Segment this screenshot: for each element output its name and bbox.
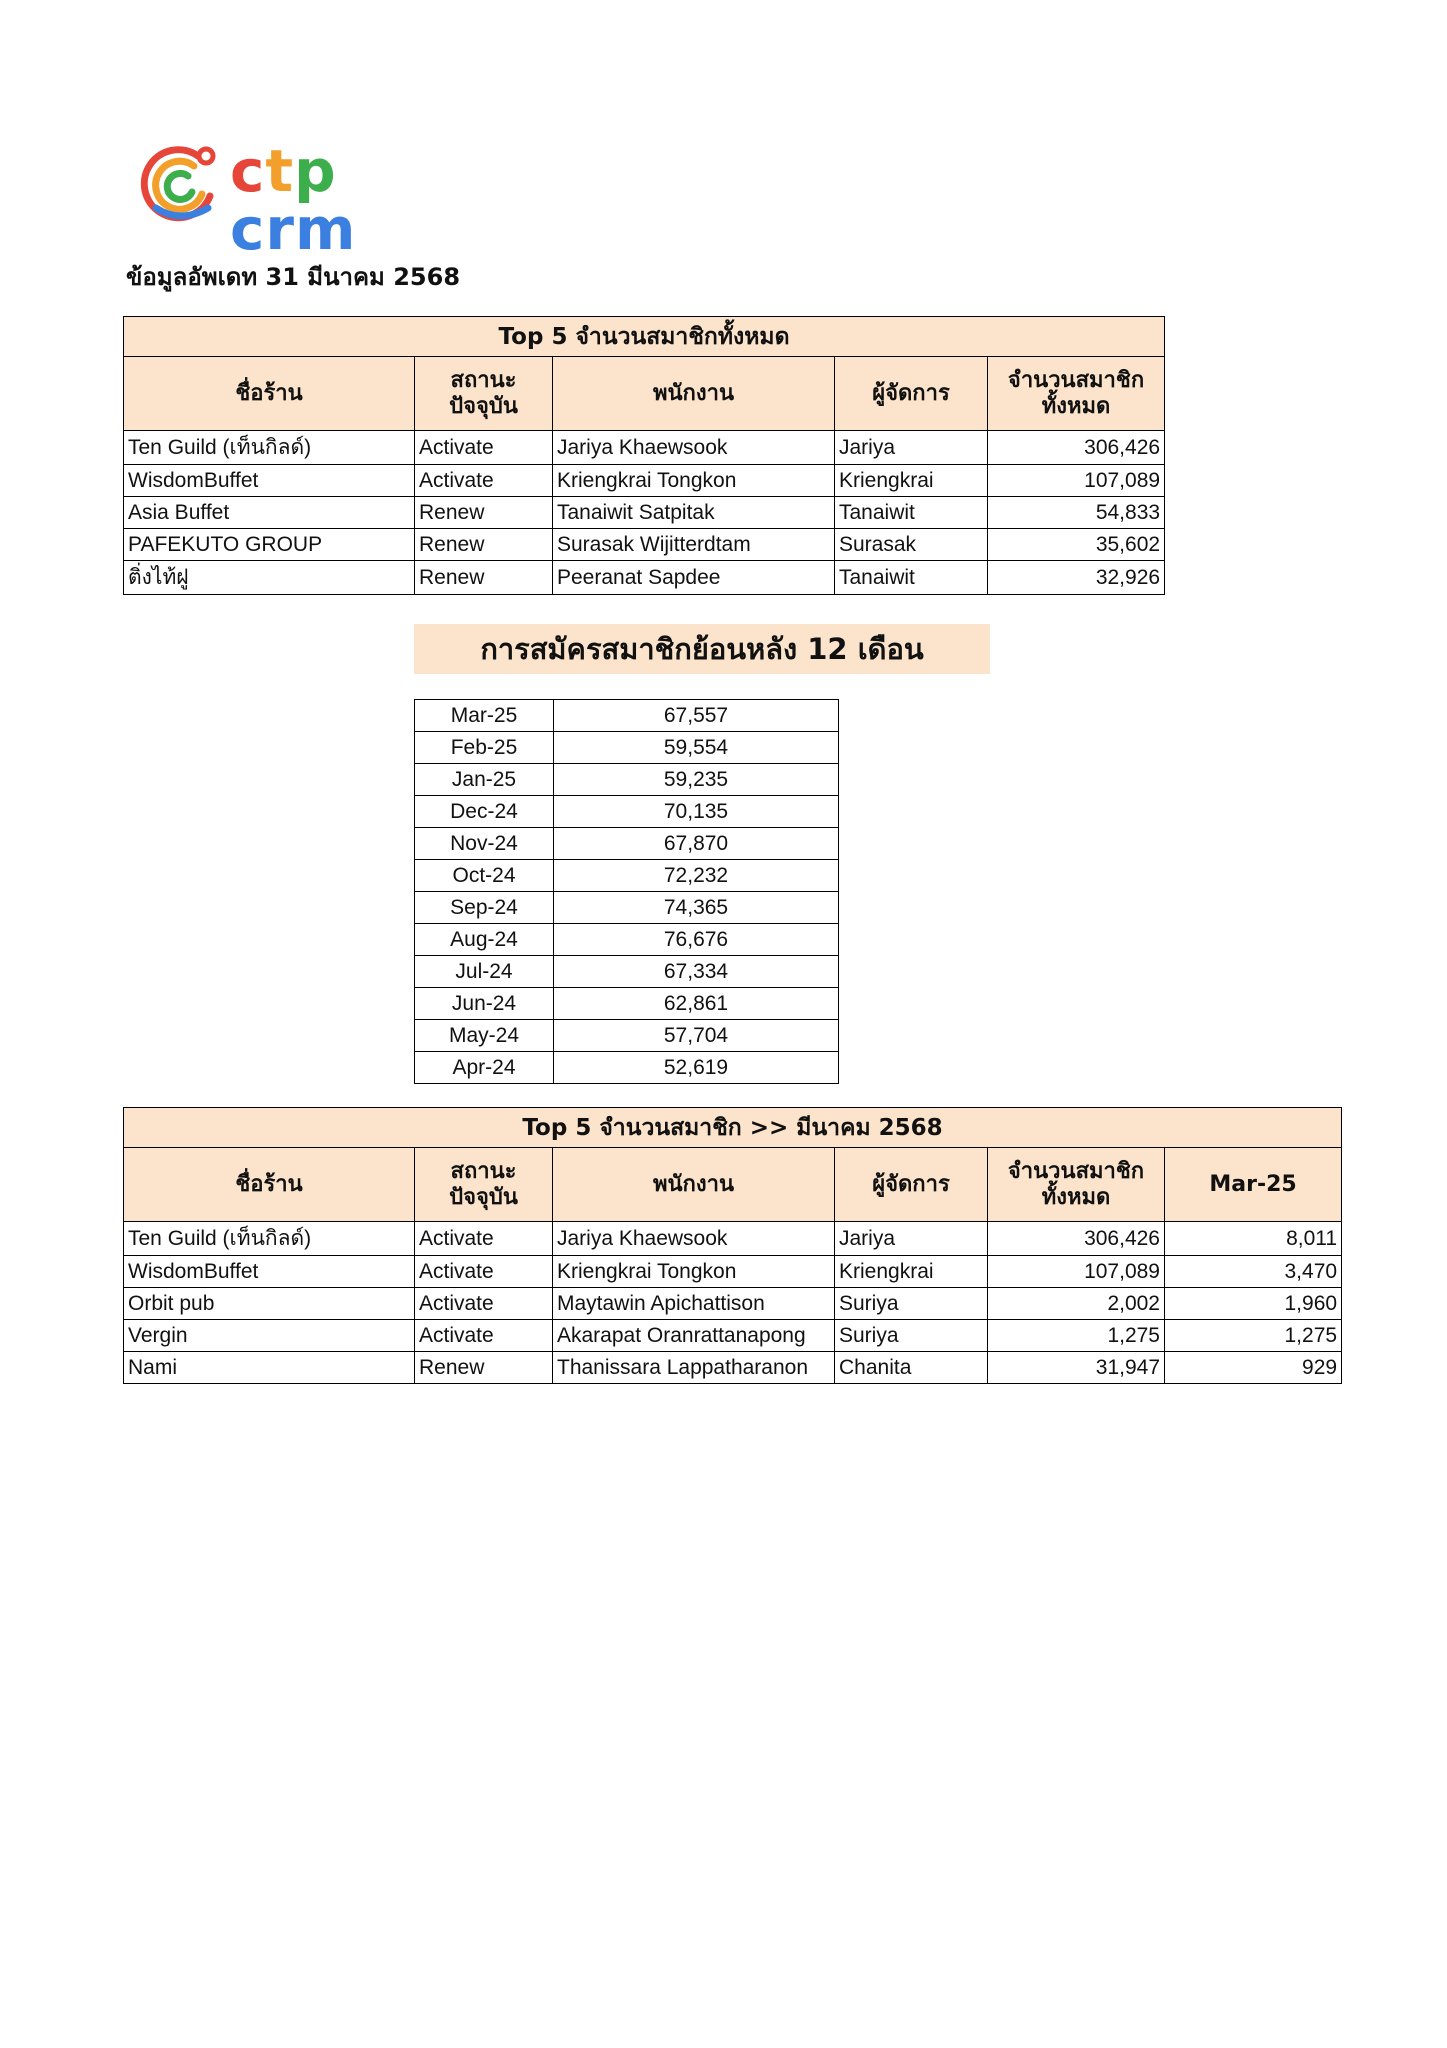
header-manager: ผู้จัดการ — [835, 1148, 988, 1222]
cell-shop: PAFEKUTO GROUP — [124, 529, 415, 561]
header-shop-name: ชื่อร้าน — [124, 357, 415, 431]
cell-employee: Surasak Wijitterdtam — [553, 529, 835, 561]
cell-shop: WisdomBuffet — [124, 465, 415, 497]
ctp-logo-swirl-icon — [136, 138, 226, 228]
cell-month-count: 3,470 — [1165, 1256, 1342, 1288]
cell-manager: Tanaiwit — [835, 497, 988, 529]
cell-month: Aug-24 — [415, 924, 554, 956]
cell-status: Activate — [415, 1222, 553, 1256]
cell-total: 107,089 — [988, 1256, 1165, 1288]
cell-shop: Asia Buffet — [124, 497, 415, 529]
cell-signups: 59,235 — [554, 764, 839, 796]
cell-manager: Surasak — [835, 529, 988, 561]
cell-status: Activate — [415, 1256, 553, 1288]
cell-employee: Jariya Khaewsook — [553, 1222, 835, 1256]
table-row — [415, 1052, 839, 1084]
cell-month: May-24 — [415, 1020, 554, 1052]
cell-signups: 67,557 — [554, 700, 839, 732]
cell-shop: Vergin — [124, 1320, 415, 1352]
cell-shop: Ten Guild (เท็นกิลด์) — [124, 1222, 415, 1256]
cell-total: 306,426 — [988, 1222, 1165, 1256]
cell-month: Feb-25 — [415, 732, 554, 764]
table-row — [415, 924, 839, 956]
update-date-line: ข้อมูลอัพเดท 31 มีนาคม 2568 — [126, 263, 461, 291]
cell-total: 1,275 — [988, 1320, 1165, 1352]
cell-signups: 72,232 — [554, 860, 839, 892]
cell-manager: Suriya — [835, 1320, 988, 1352]
cell-total: 32,926 — [988, 561, 1165, 595]
cell-total: 306,426 — [988, 431, 1165, 465]
header-manager: ผู้จัดการ — [835, 357, 988, 431]
cell-status: Renew — [415, 497, 553, 529]
cell-manager: Jariya — [835, 431, 988, 465]
cell-manager: Jariya — [835, 1222, 988, 1256]
cell-month: Jan-25 — [415, 764, 554, 796]
table-row — [415, 764, 839, 796]
table-row — [415, 732, 839, 764]
cell-signups: 62,861 — [554, 988, 839, 1020]
table-row — [415, 988, 839, 1020]
logo-wordmark: ctp crm — [230, 137, 357, 263]
cell-total: 35,602 — [988, 529, 1165, 561]
table-row — [415, 828, 839, 860]
cell-employee: Kriengkrai Tongkon — [553, 1256, 835, 1288]
cell-month: Mar-25 — [415, 700, 554, 732]
table-row — [124, 561, 1165, 595]
monthly-signup-table — [414, 699, 839, 1084]
cell-manager: Kriengkrai — [835, 465, 988, 497]
cell-month-count: 1,275 — [1165, 1320, 1342, 1352]
top5-month-members-table — [123, 1107, 1342, 1384]
cell-status: Activate — [415, 1320, 553, 1352]
cell-month: Nov-24 — [415, 828, 554, 860]
table-row — [415, 892, 839, 924]
header-month: Mar-25 — [1165, 1148, 1342, 1222]
header-status: สถานะปัจจุบัน — [415, 357, 553, 431]
cell-total: 107,089 — [988, 465, 1165, 497]
table-title: Top 5 จำนวนสมาชิก >> มีนาคม 2568 — [124, 1108, 1342, 1148]
cell-status: Renew — [415, 561, 553, 595]
table-row — [124, 1288, 1342, 1320]
cell-shop: WisdomBuffet — [124, 1256, 415, 1288]
cell-total: 54,833 — [988, 497, 1165, 529]
header-total-members: จำนวนสมาชิกทั้งหมด — [988, 1148, 1165, 1222]
cell-month-count: 1,960 — [1165, 1288, 1342, 1320]
cell-month: Dec-24 — [415, 796, 554, 828]
cell-signups: 70,135 — [554, 796, 839, 828]
table-row — [415, 1020, 839, 1052]
table-row — [124, 1222, 1342, 1256]
cell-employee: Jariya Khaewsook — [553, 431, 835, 465]
cell-employee: Tanaiwit Satpitak — [553, 497, 835, 529]
header-status: สถานะปัจจุบัน — [415, 1148, 553, 1222]
cell-month-count: 929 — [1165, 1352, 1342, 1384]
cell-shop: ติ่งไท้ฝู — [124, 561, 415, 595]
table-row — [124, 1320, 1342, 1352]
cell-employee: Akarapat Oranrattanapong — [553, 1320, 835, 1352]
table-row — [415, 860, 839, 892]
table-row — [124, 529, 1165, 561]
table-row — [124, 1256, 1342, 1288]
cell-shop: Nami — [124, 1352, 415, 1384]
cell-status: Activate — [415, 1288, 553, 1320]
cell-manager: Kriengkrai — [835, 1256, 988, 1288]
cell-signups: 59,554 — [554, 732, 839, 764]
cell-signups: 76,676 — [554, 924, 839, 956]
cell-employee: Maytawin Apichattison — [553, 1288, 835, 1320]
table-row — [415, 700, 839, 732]
table-row — [415, 796, 839, 828]
cell-employee: Peeranat Sapdee — [553, 561, 835, 595]
header-employee: พนักงาน — [553, 1148, 835, 1222]
top5-total-members-table — [123, 316, 1165, 595]
table-row — [124, 431, 1165, 465]
cell-employee: Kriengkrai Tongkon — [553, 465, 835, 497]
table-row — [124, 497, 1165, 529]
cell-month: Oct-24 — [415, 860, 554, 892]
cell-shop: Ten Guild (เท็นกิลด์) — [124, 431, 415, 465]
table-row — [415, 956, 839, 988]
cell-status: Activate — [415, 465, 553, 497]
cell-signups: 67,870 — [554, 828, 839, 860]
cell-month: Sep-24 — [415, 892, 554, 924]
cell-employee: Thanissara Lappatharanon — [553, 1352, 835, 1384]
table-row — [124, 1352, 1342, 1384]
cell-signups: 52,619 — [554, 1052, 839, 1084]
cell-month: Jul-24 — [415, 956, 554, 988]
ctp-crm-logo — [136, 137, 456, 263]
cell-signups: 67,334 — [554, 956, 839, 988]
table-row — [124, 465, 1165, 497]
cell-month-count: 8,011 — [1165, 1222, 1342, 1256]
cell-status: Renew — [415, 1352, 553, 1384]
cell-status: Activate — [415, 431, 553, 465]
cell-total: 31,947 — [988, 1352, 1165, 1384]
header-employee: พนักงาน — [553, 357, 835, 431]
header-shop-name: ชื่อร้าน — [124, 1148, 415, 1222]
monthly-signup-banner: การสมัครสมาชิกย้อนหลัง 12 เดือน — [414, 624, 990, 674]
cell-manager: Tanaiwit — [835, 561, 988, 595]
cell-signups: 57,704 — [554, 1020, 839, 1052]
cell-status: Renew — [415, 529, 553, 561]
cell-month: Jun-24 — [415, 988, 554, 1020]
cell-total: 2,002 — [988, 1288, 1165, 1320]
cell-manager: Suriya — [835, 1288, 988, 1320]
table-title: Top 5 จำนวนสมาชิกทั้งหมด — [124, 317, 1165, 357]
cell-signups: 74,365 — [554, 892, 839, 924]
cell-shop: Orbit pub — [124, 1288, 415, 1320]
header-total-members: จำนวนสมาชิกทั้งหมด — [988, 357, 1165, 431]
cell-month: Apr-24 — [415, 1052, 554, 1084]
cell-manager: Chanita — [835, 1352, 988, 1384]
